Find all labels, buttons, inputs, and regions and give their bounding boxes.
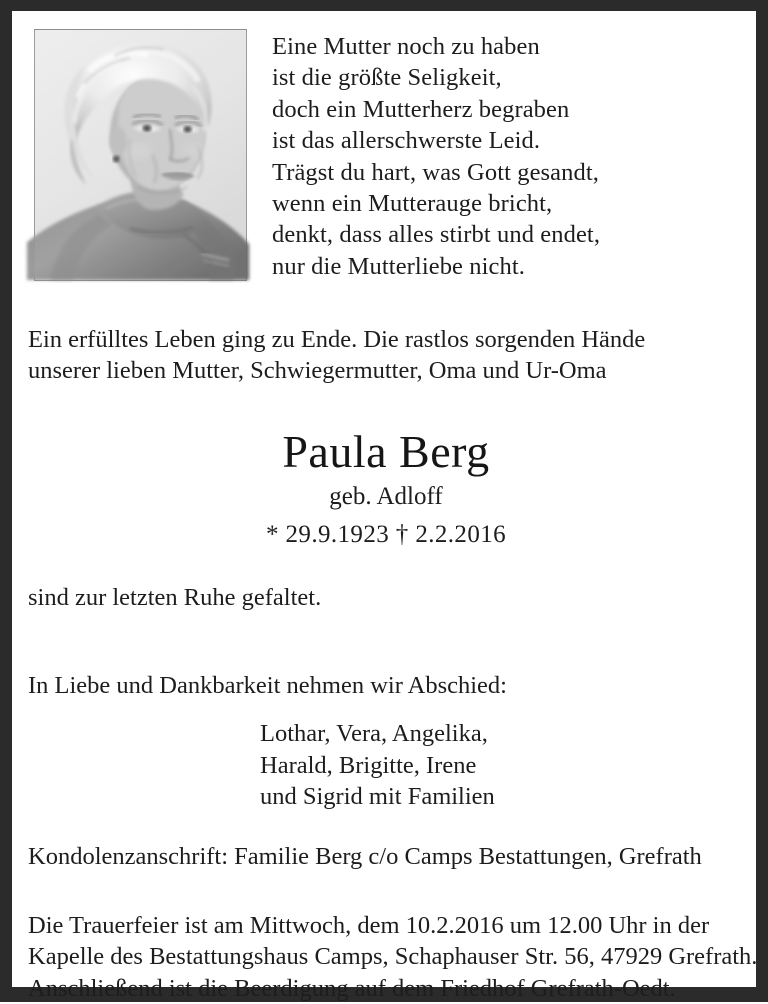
intro-line-1: Ein erfülltes Leben ging zu Ende. Die rastlos sorgenden Hände [28, 324, 744, 355]
survivors-list [28, 718, 744, 813]
notice-inner-panel [12, 11, 756, 987]
poem-line-1: Eine Mutter noch zu haben [272, 31, 744, 62]
poem-line-4: ist das allerschwerste Leid. [272, 125, 744, 156]
farewell-heading: In Liebe und Dankbarkeit nehmen wir Abschied: [28, 670, 744, 701]
intro-line-2: unserer lieben Mutter, Schwiegermutter, Oma und Ur-Oma [28, 355, 744, 386]
condolence-address: Kondolenzanschrift: Familie Berg c/o Camps Bestattungen, Grefrath [28, 841, 744, 872]
deceased-name-block [28, 426, 744, 551]
portrait-illustration [35, 30, 246, 280]
poem-line-7: denkt, dass alles stirbt und endet, [272, 219, 744, 250]
notice-content [28, 29, 744, 987]
survivors-line-3: und Sigrid mit Familien [260, 781, 744, 813]
poem-line-6: wenn ein Mutterauge bricht, [272, 188, 744, 219]
survivors-line-2: Harald, Brigitte, Irene [260, 750, 744, 782]
life-dates: * 29.9.1923 † 2.2.2016 [28, 519, 744, 551]
closing-line: sind zur letzten Ruhe gefaltet. [28, 582, 744, 613]
poem-line-5: Trägst du hart, was Gott gesandt, [272, 157, 744, 188]
poem-line-8: nur die Mutterliebe nicht. [272, 251, 744, 282]
service-line-2: Kapelle des Bestattungshaus Camps, Schaphauser Str. 56, 47929 Grefrath. [28, 941, 744, 973]
portrait-photo [34, 29, 247, 281]
service-line-3: Anschließend ist die Beerdigung auf dem Friedhof Grefrath-Oedt. [28, 973, 744, 1004]
poem-line-2: ist die größte Seligkeit, [272, 62, 744, 93]
intro-paragraph [28, 324, 744, 386]
memorial-poem [272, 31, 744, 282]
photo-and-poem-block [28, 29, 744, 293]
funeral-service-details [28, 910, 744, 1004]
survivors-line-1: Lothar, Vera, Angelika, [260, 718, 744, 750]
deceased-maiden-name: geb. Adloff [28, 481, 744, 513]
service-line-1: Die Trauerfeier ist am Mittwoch, dem 10.2.2016 um 12.00 Uhr in der [28, 910, 744, 942]
deceased-full-name: Paula Berg [28, 426, 744, 478]
poem-line-3: doch ein Mutterherz begraben [272, 94, 744, 125]
